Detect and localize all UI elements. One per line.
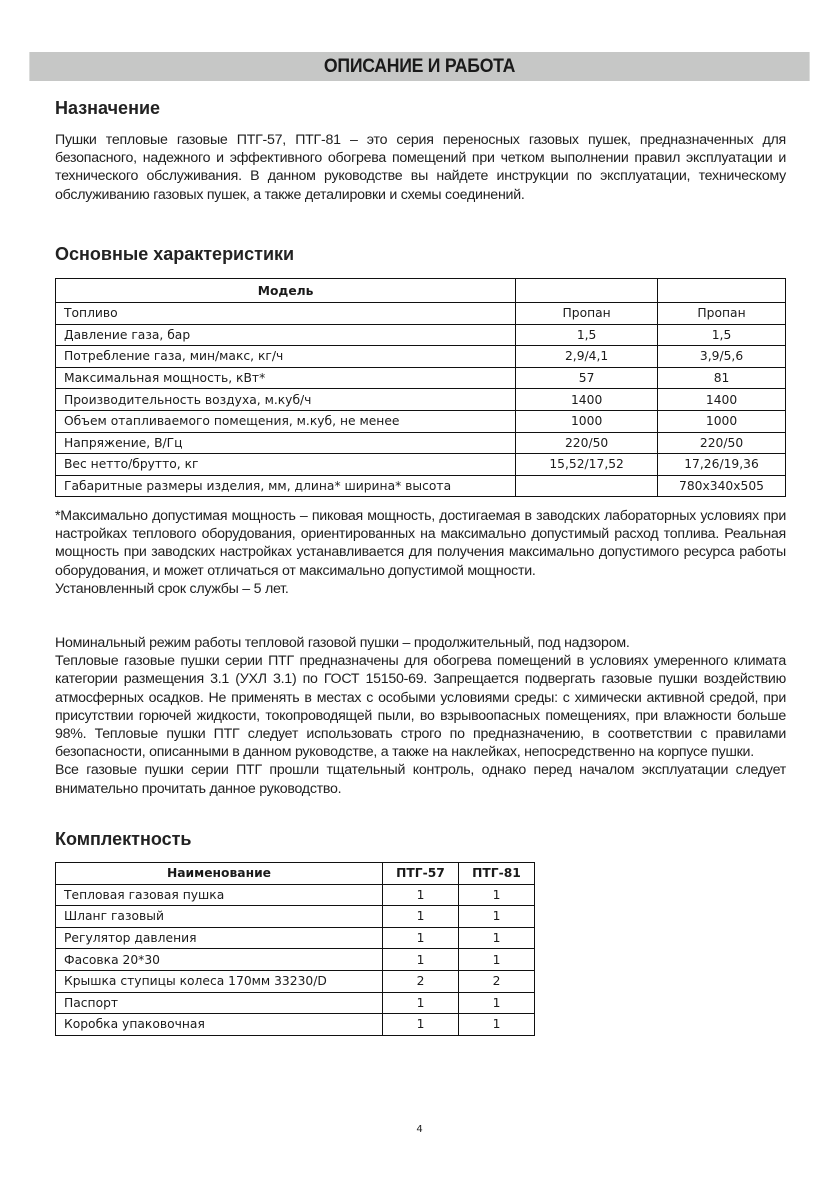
spec-value-cell: 220/50 — [658, 432, 786, 454]
spec-value-cell: Пропан — [516, 303, 658, 325]
kit-table-row — [56, 927, 535, 949]
spec-value-cell: 1000 — [516, 410, 658, 432]
kit-qty-cell: 1 — [459, 949, 535, 971]
spec-value-cell: 3,9/5,6 — [658, 346, 786, 368]
purpose-paragraph: Пушки тепловые газовые ПТГ-57, ПТГ-81 – это серия переносных газовых пушек, предназначенных для безопасного, надежного и эффективного обогрева помещений при четком выполнении правил эксплуатации и технического обслуживания. В данном руководстве вы найдете инструкции по эксплуатации, техническому обслуживанию газовых пушек, а также деталировки и схемы соединений. — [55, 132, 786, 203]
spec-value-cell: 780x340x505 — [658, 475, 786, 497]
kit-item-name-cell: Шланг газовый — [56, 906, 383, 928]
spec-value-cell: 220/50 — [516, 432, 658, 454]
kit-qty-cell: 1 — [383, 949, 459, 971]
footnote-block — [55, 507, 786, 598]
spec-label-cell: Потребление газа, мин/макс, кг/ч — [56, 346, 516, 368]
specs-table-row — [56, 303, 786, 325]
specs-table-row — [56, 410, 786, 432]
operation-mode: Номинальный режим работы тепловой газовой пушки – продолжительный, под надзором. — [55, 635, 630, 651]
spec-value-cell — [516, 475, 658, 497]
kit-qty-cell: 2 — [459, 970, 535, 992]
kit-header-name: Наименование — [56, 863, 383, 885]
spec-label-cell: Объем отапливаемого помещения, м.куб, не менее — [56, 410, 516, 432]
kit-item-name-cell: Тепловая газовая пушка — [56, 884, 383, 906]
service-life: Установленный срок службы – 5 лет. — [55, 580, 289, 597]
specs-header-col1 — [516, 279, 658, 303]
operation-conditions: Тепловые газовые пушки серии ПТГ предназначены для обогрева помещений в условиях умеренного климата категории размещения 3.1 (УХЛ 3.1) по ГОСТ 15150-69. Запрещается подвергать газовые пушки воздействию атмосферных осадков. Не применять в местах с особыми условиями среды: с химически активной средой, при присутствии горючей жидкости, токопроводящей пыли, во взрывоопасных помещениях, при влажности больше 98%. Тепловые пушки ПТГ следует использовать строго по предназначению, в соответствии с правилами безопасности, описанными в данном руководстве, а также на наклейках, непосредственно на корпусе пушки. — [55, 653, 786, 761]
kit-table-row — [56, 884, 535, 906]
spec-value-cell: 1,5 — [658, 324, 786, 346]
specs-table-row — [56, 346, 786, 368]
spec-label-cell: Максимальная мощность, кВт* — [56, 367, 516, 389]
specs-table-row — [56, 367, 786, 389]
spec-value-cell: 1400 — [516, 389, 658, 411]
kit-table-row — [56, 970, 535, 992]
spec-label-cell: Вес нетто/брутто, кг — [56, 454, 516, 476]
spec-label-cell: Габаритные размеры изделия, мм, длина* ширина* высота — [56, 475, 516, 497]
spec-value-cell: 1000 — [658, 410, 786, 432]
kit-item-name-cell: Крышка ступицы колеса 170мм 33230/D — [56, 970, 383, 992]
kit-table-row — [56, 1014, 535, 1036]
spec-value-cell: 81 — [658, 367, 786, 389]
spec-value-cell: 1,5 — [516, 324, 658, 346]
spec-value-cell: Пропан — [658, 303, 786, 325]
kit-qty-cell: 1 — [459, 1014, 535, 1036]
kit-item-name-cell: Паспорт — [56, 992, 383, 1014]
specs-table-row — [56, 454, 786, 476]
spec-value-cell: 17,26/19,36 — [658, 454, 786, 476]
purpose-text — [55, 131, 786, 204]
kit-qty-cell: 2 — [383, 970, 459, 992]
kit-table — [55, 862, 535, 1036]
spec-value-cell: 1400 — [658, 389, 786, 411]
kit-qty-cell: 1 — [459, 906, 535, 928]
footnote-paragraph: *Максимально допустимая мощность – пиковая мощность, достигаемая в заводских лабораторных условиях при настройках теплового оборудования, ориентированных на максимально допустимый расход топлива. Реальная мощность при заводских настройках устанавливается для получения максимально допустимого ресурса работы оборудования, и может отличаться от максимально допустимой мощности. — [55, 508, 786, 579]
kit-item-name-cell: Регулятор давления — [56, 927, 383, 949]
specs-heading: Основные характеристики — [55, 244, 295, 264]
kit-item-name-cell: Коробка упаковочная — [56, 1014, 383, 1036]
kit-item-name-cell: Фасовка 20*30 — [56, 949, 383, 971]
spec-label-cell: Производительность воздуха, м.куб/ч — [56, 389, 516, 411]
spec-value-cell: 15,52/17,52 — [516, 454, 658, 476]
spec-label-cell: Давление газа, бар — [56, 324, 516, 346]
page-number: 4 — [416, 1124, 423, 1135]
purpose-heading: Назначение — [55, 98, 161, 118]
section-banner — [29, 52, 809, 81]
kit-qty-cell: 1 — [383, 927, 459, 949]
kit-qty-cell: 1 — [459, 927, 535, 949]
kit-table-row — [56, 949, 535, 971]
kit-table-row — [56, 906, 535, 928]
spec-label-cell: Топливо — [56, 303, 516, 325]
operation-block — [55, 634, 786, 798]
kit-qty-cell: 1 — [383, 1014, 459, 1036]
kit-qty-cell: 1 — [459, 884, 535, 906]
specs-table-row — [56, 389, 786, 411]
kit-qty-cell: 1 — [383, 906, 459, 928]
spec-value-cell: 2,9/4,1 — [516, 346, 658, 368]
kit-header-col1: ПТГ-57 — [383, 863, 459, 885]
specs-header-col2 — [658, 279, 786, 303]
specs-table-row — [56, 324, 786, 346]
operation-warning: Все газовые пушки серии ПТГ прошли тщательный контроль, однако перед началом эксплуатации следует внимательно прочитать данное руководство. — [55, 762, 786, 797]
kit-qty-cell: 1 — [459, 992, 535, 1014]
kit-header-row — [56, 863, 535, 885]
specs-table — [55, 278, 786, 497]
specs-header-model: Модель — [56, 279, 516, 303]
spec-label-cell: Напряжение, В/Гц — [56, 432, 516, 454]
specs-table-row — [56, 475, 786, 497]
specs-table-row — [56, 432, 786, 454]
kit-header-col2: ПТГ-81 — [459, 863, 535, 885]
kit-qty-cell: 1 — [383, 992, 459, 1014]
kit-table-row — [56, 992, 535, 1014]
section-title: ОПИСАНИЕ И РАБОТА — [323, 55, 516, 77]
kit-qty-cell: 1 — [383, 884, 459, 906]
kit-heading: Комплектность — [55, 829, 192, 849]
specs-header-row — [56, 279, 786, 303]
spec-value-cell: 57 — [516, 367, 658, 389]
